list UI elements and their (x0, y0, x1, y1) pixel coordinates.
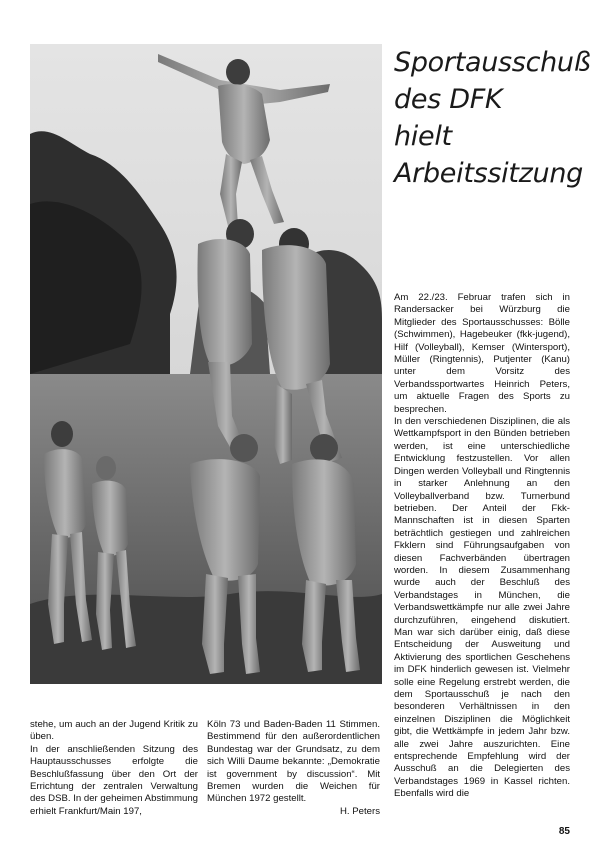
article-title (394, 44, 594, 192)
photo-illustration (30, 44, 382, 684)
title-line-2: des DFK (394, 84, 503, 115)
title-line-3: hielt (394, 121, 452, 152)
article-photo (30, 44, 382, 684)
paragraph: Köln 73 und Baden-Baden 11 Stimmen. Bestimmend für den außerordentlichen Bundestag war der Grundsatz, zu dem sich Willi Daume bekannte: „Demokratie ist government by discussion“. Mit Bremen wurden die Weichen für München 1972 gestellt. (207, 719, 380, 805)
article-right-column (394, 292, 570, 801)
author-signature: H. Peters (340, 805, 380, 817)
title-line-4: Arbeitssitzung (394, 158, 583, 189)
title-line-1: Sportausschuß (394, 47, 591, 78)
paragraph: In den verschiedenen Disziplinen, die als Wettkampfsport in den Bünden betrieben werden, ist eine unterschiedliche Entwicklung festzustellen. Vor allen Dingen werden Volleyball und Ringtennis in starker Anlehnung an den Volleyballverband bzw. Turnerbund betrieben. Der Anteil der Fkk-Mannschaften ist in diesen Sparten beträchtlich gestiegen und zahlreichen Fkklern sind Führungsaufgaben von diesen Fachverbänden übertragen worden. In diesem Zusammenhang wurde auch der Beschluß des Verbandstages in München, die Verbandswettkämpfe nur alle zwei Jahre durchzuführen, eingehend diskutiert. Man war sich darüber einig, daß diese Entscheidung der Ausweitung und Aktivierung des sportlichen Geschehens im DFK hinderlich gewesen ist. Vielmehr solle eine Regelung erstrebt werden, die dem Sportausschuß je nach den besonderen Verhältnissen in den einzelnen Disziplinen die Möglichkeit gibt, die Wettkämpfe in jedem Jahr bzw. alle zwei Jahre auszurichten. Eine entsprechende Empfehlung wird der Ausschuß an die Delegierten des Verbandstages 1969 in Kassel richten. Ebenfalls wird die (394, 416, 570, 800)
paragraph: Am 22./23. Februar trafen sich in Randersacker bei Würzburg die Mitglieder des Sportausschusses: Bölle (Schwimmen), Hagebeuker (fkk-jugend), Hilf (Volleyball), Kemser (Wintersport), Müller (Ringtennis), Putjenter (Kanu) unter dem Vorsitz des Verbandssportwartes Heinrich Peters, um aktuelle Fragen des Sports zu besprechen. (394, 292, 570, 415)
paragraph: stehe, um auch an der Jugend Kritik zu üben. (30, 719, 198, 743)
article-bottom-left-column (30, 719, 198, 818)
article-bottom-right-column (207, 719, 380, 818)
paragraph: In der anschließenden Sitzung des Hauptausschusses erfolgte die Beschlußfassung über den Ort der Errichtung der zentralen Verwaltung des DSB. In der geheimen Abstimmung erhielt Frankfurt/Main 197, (30, 743, 198, 817)
page-number: 85 (558, 826, 570, 837)
